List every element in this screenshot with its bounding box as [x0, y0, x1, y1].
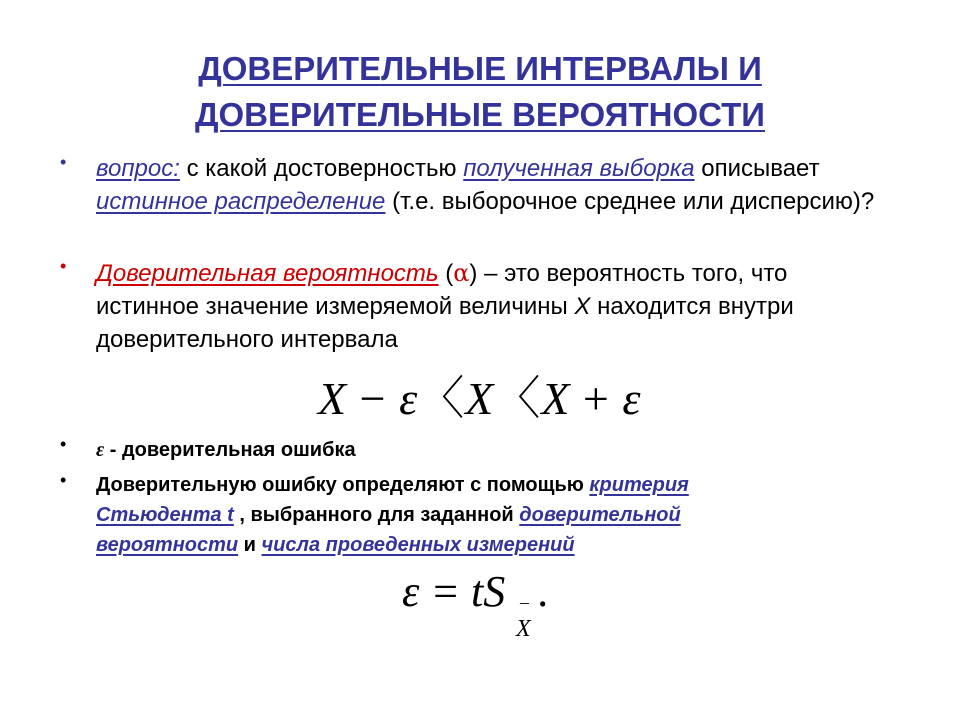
formula-x: X	[318, 373, 348, 424]
text-fragment: - доверительная ошибка	[104, 439, 356, 461]
link-true-distribution[interactable]: истинное распределение	[96, 188, 386, 215]
epsilon-symbol: ε	[96, 439, 105, 461]
text-fragment: описывает	[694, 155, 820, 182]
paragraph-student-criterion	[96, 470, 816, 560]
paragraph-confidence-probability	[96, 257, 896, 356]
question-label[interactable]: вопрос:	[96, 155, 180, 182]
subscript-bar: –	[520, 592, 529, 612]
link-sample[interactable]: полученная выборка	[463, 155, 695, 182]
title-line-2: ДОВЕРИТЕЛЬНЫЕ ВЕРОЯТНОСТИ	[194, 96, 766, 133]
text-fragment: (т.е. выборочное среднее или дисперсию)?	[385, 188, 875, 215]
text-fragment: с какой достоверностью	[179, 155, 464, 182]
text-fragment: и	[238, 534, 262, 556]
formula-angle: 〈	[418, 373, 466, 424]
bullet-marker-3: •	[60, 434, 67, 454]
formula-epsilon: ε	[622, 373, 642, 424]
error-formula-tail: .	[527, 567, 550, 616]
paragraph-question	[96, 152, 896, 218]
text-fragment: находится внутри доверительного интервала	[96, 293, 794, 353]
bullet-marker-1: •	[60, 152, 67, 172]
bullet-marker-4: •	[60, 470, 67, 490]
bullet-marker-2: •	[60, 256, 67, 276]
formula-epsilon: ε	[399, 373, 419, 424]
formula-angle: 〈	[494, 373, 542, 424]
alpha-symbol: α	[453, 259, 470, 287]
interval-formula	[318, 362, 642, 428]
error-formula-main: ε = tS	[402, 567, 506, 616]
text-fragment: Доверительную ошибку определяют с помощью	[96, 474, 590, 496]
link-student-criterion[interactable]: критерия Стьюдента t	[96, 474, 689, 526]
link-confidence-probability[interactable]: Доверительная вероятность	[96, 260, 439, 287]
variable-x: X	[574, 293, 591, 320]
slide-title	[0, 46, 960, 138]
text-fragment: , выбранного для заданной	[233, 504, 520, 526]
title-line-1: ДОВЕРИТЕЛЬНЫЕ ИНТЕРВАЛЫ И	[198, 50, 762, 87]
text-fragment: (	[438, 260, 454, 287]
paragraph-epsilon	[96, 435, 856, 465]
formula-x: X	[465, 373, 495, 424]
link-number-of-measurements[interactable]: числа проведенных измерений	[261, 534, 575, 556]
formula-minus: −	[347, 373, 400, 424]
formula-x: X	[541, 373, 571, 424]
subscript-x: X	[516, 616, 531, 642]
text-fragment: ) – это вероятность того, что истинное значение измеряемой величины	[96, 260, 788, 320]
formula-plus: +	[570, 373, 623, 424]
link-confidence-probability-2[interactable]: доверительной вероятности	[96, 504, 681, 556]
